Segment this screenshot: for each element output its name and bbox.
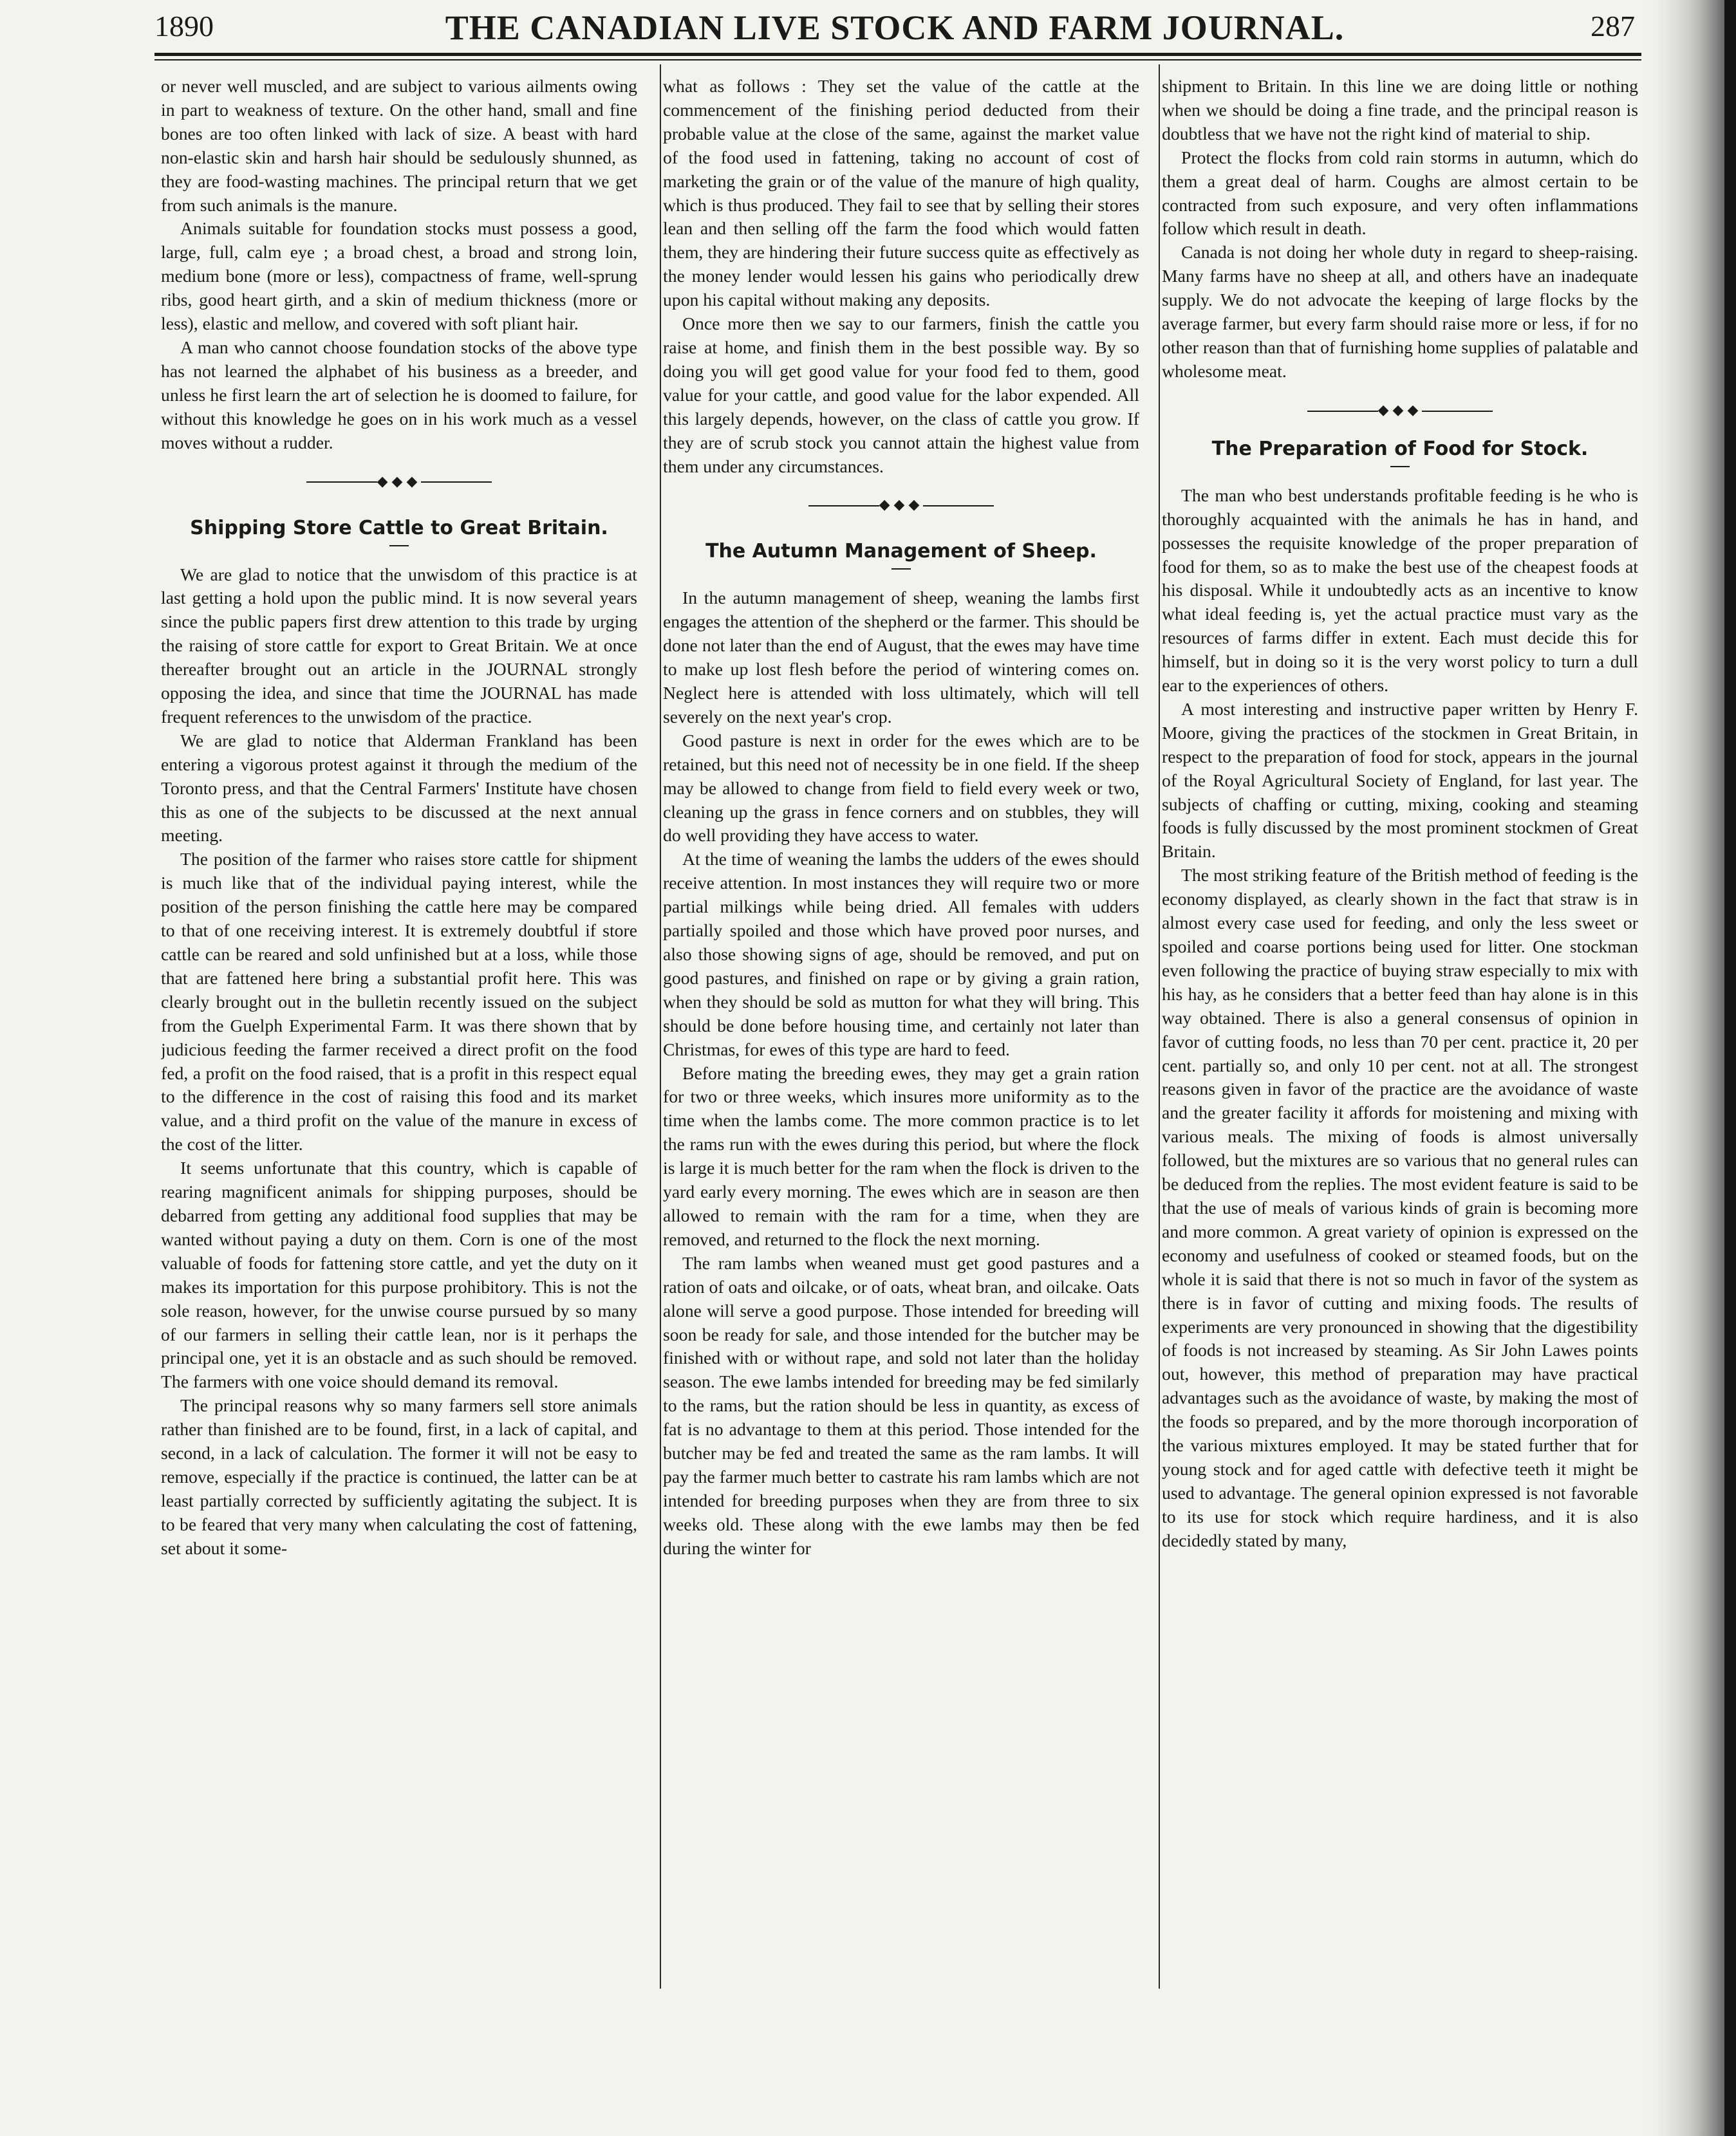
heading-underline xyxy=(1390,466,1410,467)
col1-paragraph-7: It seems unfortunate that this country, which is capable of rearing magnificent animals for shipping purposes, should be debarred from getting any additional food supplies that may be wanted without paying a duty on them. Corn is one of the most valuable of foods for fattening store cattle, and yet the duty on it makes its importation for this purpose prohibitory. This is not the sole reason, however, for the unwise course pursued by so many of our farmers in selling their cattle lean, nor is it perhaps the principal one, yet it is an obstacle and as such should be removed. The farmers with one voice should demand its removal. xyxy=(161,1158,637,1392)
column-divider-1 xyxy=(660,64,661,1989)
header-title: THE CANADIAN LIVE STOCK AND FARM JOURNAL. xyxy=(445,8,1345,47)
header-rule-thick xyxy=(154,53,1641,56)
column-3 xyxy=(1162,75,1638,1986)
section-ornament xyxy=(1162,395,1638,425)
header-page-number: 287 xyxy=(1591,10,1635,42)
col3-paragraph-2: Protect the flocks from cold rain storms in autumn, which do them a great deal of harm. Coughs are almost certain to be contracted from such exposure, and very often inflammations follow which result in death. xyxy=(1162,147,1638,239)
col2-paragraph-7: The ram lambs when weaned must get good pastures and a ration of oats and oilcake, or of oats, wheat bran, and oilcake. Oats alone will serve a good purpose. Those intended for breeding will soon be ready for sale, and those intended for the butcher may be finished with or without rape, and sold not later than the holiday season. The ewe lambs intended for breeding may be fed similarly to the rams, but the ration should be less in quantity, as excess of fat is no advantage to them at this period. Those intended for the butcher may be fed and treated the same as the ram lambs. It will pay the farmer much better to castrate his ram lambs which are not intended for breeding purposes when they are from three to six weeks old. These along with the ewe lambs may then be fed during the winter for xyxy=(663,1252,1139,1558)
col3-paragraph-3: Canada is not doing her whole duty in regard to sheep-raising. Many farms have no sheep at all, and others have an inadequate supply. We do not advocate the keeping of large flocks by the average farmer, but every farm should raise more or less, if for no other reason than that of furnishing home supplies of palatable and wholesome meat. xyxy=(1162,242,1638,381)
col1-paragraph-1: or never well muscled, and are subject to various ailments owing in part to weakness of texture. On the other hand, small and fine bones are too often linked with lack of size. A beast with hard non-elastic skin and harsh hair should be sedulously shunned, as they are food-wasting machines. The principal return that we get from such animals is the manure. xyxy=(161,76,637,215)
col3-paragraph-6: The most striking feature of the British method of feeding is the economy displayed, as clearly shown in the fact that straw is in almost every case used for feeding, and only the less sweet or spoiled and coarse portions being used for litter. One stockman even following the practice of buying straw especially to mix with his hay, as he considers that a better feed than hay alone is in this way obtained. There is also a general consensus of opinion in favor of cutting foods, no less than 70 per cent. practice it, 20 per cent. partially so, and only 10 per cent. not at all. The strongest reasons given in favor of the practice are the avoidance of waste and the greater facility it affords for moistening and mixing with various meals. The mixing of foods is almost universally followed, but the mixtures are so various that no general rules can be deduced from the replies. The most evident feature is said to be that the use of meals of various kinds of grain is becoming more and more common. A great variety of opinion is expressed on the economy and usefulness of cooked or steamed foods, but on the whole it is said that there is not so much in favor of the system as there is in favor of cutting and mixing foods. The results of experiments are very pronounced in showing that the digestibility of foods is not increased by steaming. As Sir John Lawes points out, however, this method of preparation may have practical advantages such as the avoidance of waste, by making the most of the foods so prepared, and by the more thorough incorporation of the various mixtures employed. It may be stated further that for young stock and for aged cattle with defective teeth it might be used to advantage. The general opinion expressed is not favorable to its use for stock which require hardiness, and it is also decidedly stated by many, xyxy=(1162,865,1638,1550)
header-rule-thin xyxy=(154,59,1641,60)
column-1 xyxy=(161,75,637,1986)
col3-paragraph-5: A most interesting and instructive paper written by Henry F. Moore, giving the practices of the stockmen in Great Britain, in respect to the preparation of food for stock, appears in the journal of the Royal Agricultural Society of England, for last year. The subjects of chaffing or cutting, mixing, cooking and steaming foods is fully discussed by the most prominent stockmen of Great Britain. xyxy=(1162,698,1638,862)
col2-paragraph-2: Once more then we say to our farmers, finish the cattle you raise at home, and finish them in the best possible way. By so doing you will get good value for your food fed to them, good value for your cattle, and good value for the labor expended. All this largely depends, however, on the class of cattle you grow. If they are of scrub stock you cannot attain the highest value from them under any circumstances. xyxy=(663,313,1139,476)
col2-paragraph-3: In the autumn management of sheep, weaning the lambs first engages the attention of the shepherd or the farmer. This should be done not later than the end of August, that the ewes may have time to make up lost flesh before the period of wintering comes on. Neglect here is attended with loss ultimately, which will tell severely on the next year's crop. xyxy=(663,588,1139,727)
col3-paragraph-1: shipment to Britain. In this line we are doing little or nothing when we should be doing a fine trade, and the principal reason is doubtless that we have not the right kind of material to ship. xyxy=(1162,76,1638,144)
heading-underline xyxy=(389,545,409,546)
heading-preparation-of-food: The Preparation of Food for Stock. xyxy=(1211,437,1589,460)
ornament-diamonds: ◆◆◆ xyxy=(1377,401,1423,418)
col2-paragraph-1: what as follows : They set the value of the cattle at the commencement of the finishing period deducted from their probable value at the close of the same, against the market value of the food used in fattening, taking no account of cost of marketing the grain or of the value of the manure of high quality, which is thus produced. They fail to see that by selling their stores lean and then selling off the farm the food which would fatten them, they are hindering their future success quite as effectively as the money lender would lessen his gains who periodically drew upon his capital without making any deposits. xyxy=(663,76,1139,310)
col2-paragraph-6: Before mating the breeding ewes, they may get a grain ration for two or three weeks, which insures more uniformity as to the time when the lambs come. The more common practice is to let the rams run with the ewes during this period, but where the flock is large it is much better for the ram when the flock is driven to the yard early every morning. The ewes which are in season are then allowed to remain with the ram for a time, when they are removed, and returned to the flock the next morning. xyxy=(663,1063,1139,1249)
col1-paragraph-4: We are glad to notice that the unwisdom of this practice is at last getting a hold upon the public mind. It is now several years since the public papers first drew attention to this trade by urging the raising of store cattle for export to Great Britain. We at once thereafter brought out an article in the JOURNAL strongly opposing the idea, and since that time the JOURNAL has made frequent references to the unwisdom of the practice. xyxy=(161,564,637,727)
col1-paragraph-6: The position of the farmer who raises store cattle for shipment is much like that of the individual paying interest, while the position of the person finishing the cattle here may be compared to that of one receiving interest. It is extremely doubtful if store cattle can be reared and sold unfinished but at a loss, while those that are fattened here bring a substantial profit here. This was clearly brought out in the bulletin recently issued on the subject from the Guelph Experimental Farm. It was there shown that by judicious feeding the farmer received a direct profit on the food fed, a profit on the food raised, that is a profit in this respect equal to the difference in the cost of raising this food and its market value, and a third profit on the value of the manure in excess of the cost of the litter. xyxy=(161,849,637,1155)
col1-paragraph-5: We are glad to notice that Alderman Frankland has been entering a vigorous protest against it through the medium of the Toronto press, and that the Central Farmers' Institute have chosen this as one of the subjects to be discussed at the next annual meeting. xyxy=(161,730,637,846)
scan-edge-noise xyxy=(1639,0,1736,2136)
col2-paragraph-5: At the time of weaning the lambs the udders of the ewes should receive attention. In most instances they will require two or more partial milkings while being dried. All females with udders partially spoiled and those which have proved poor nurses, and also those showing signs of age, should be removed, and put on good pastures, and finished on rape or by giving a grain ration, when they should be sold as mutton for what they will bring. This should be done before housing time, and certainly not later than Christmas, for ewes of this type are hard to feed. xyxy=(663,849,1139,1059)
heading-underline xyxy=(891,568,911,570)
col1-paragraph-8: The principal reasons why so many farmers sell store animals rather than finished are to be found, first, in a lack of capital, and second, in a lack of calculation. The former it will not be easy to remove, especially if the practice is continued, the latter can be at least partially corrected by sufficiently agitating the subject. It is to be feared that very many when calculating the cost of fattening, set about it some- xyxy=(161,1395,637,1558)
column-divider-2 xyxy=(1159,64,1160,1989)
column-2 xyxy=(663,75,1139,1986)
col2-paragraph-4: Good pasture is next in order for the ewes which are to be retained, but this need not of necessity be in one field. If the sheep may be allowed to change from field to field every week or two, cleaning up the grass in fence corners and on stubbles, they will do well providing they have access to water. xyxy=(663,730,1139,846)
col1-paragraph-2: Animals suitable for foundation stocks must possess a good, large, full, calm eye ; a broad chest, a broad and strong loin, medium bone (more or less), compactness of frame, well-sprung ribs, good heart girth, and a skin of medium thickness (more or less), elastic and mellow, and covered with soft pliant hair. xyxy=(161,218,637,334)
heading-autumn-management-sheep: The Autumn Management of Sheep. xyxy=(705,540,1097,563)
ornament-diamonds: ◆◆◆ xyxy=(879,496,924,513)
col1-paragraph-3: A man who cannot choose foundation stocks of the above type has not learned the alphabet of his business as a breeder, and unless he first learn the art of selection he is doomed to failure, for without this knowledge he goes on in his work much as a vessel moves without a rudder. xyxy=(161,337,637,452)
section-ornament xyxy=(161,467,637,496)
page-header xyxy=(154,9,1635,49)
ornament-diamonds: ◆◆◆ xyxy=(377,472,422,489)
col3-paragraph-4: The man who best understands profitable feeding is he who is thoroughly acquainted with the animals he has in hand, and possesses the requisite knowledge of the proper preparation of food for them, so as to make the best use of the cheapest foods at his disposal. While it undoubtedly acts as an incentive to know what ideal feeding is, yet the actual practice must vary as the resources of farms differ in extent. Each must decide this for himself, but in doing so it is the very worst policy to turn a dull ear to the experiences of others. xyxy=(1162,485,1638,696)
header-year: 1890 xyxy=(154,10,214,42)
section-ornament xyxy=(663,490,1139,519)
heading-shipping-store-cattle: Shipping Store Cattle to Great Britain. xyxy=(190,516,608,539)
